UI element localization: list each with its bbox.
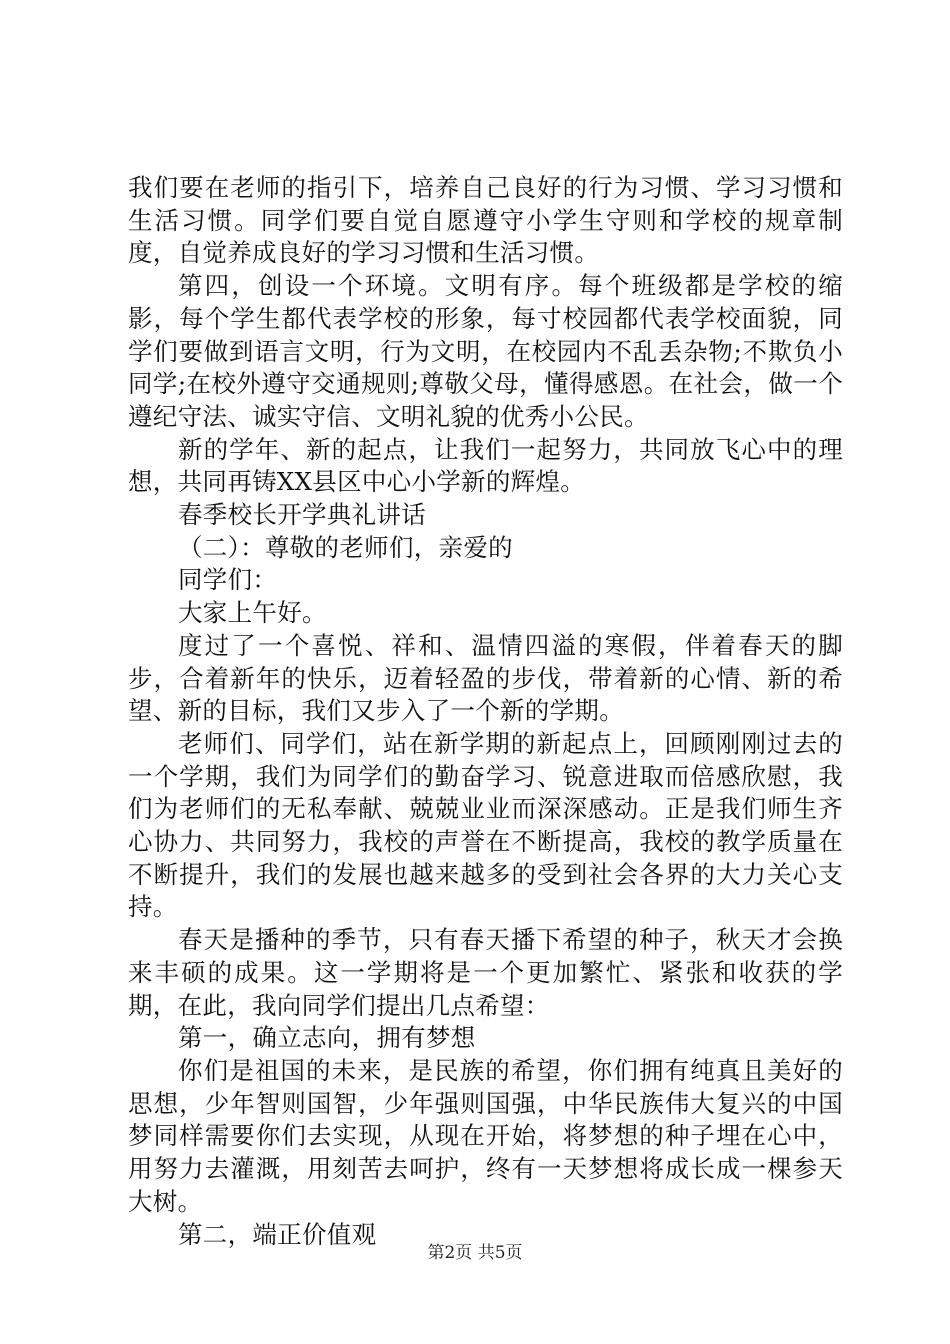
paragraph-9: 老师们、同学们，站在新学期的新起点上，回顾刚刚过去的一个学期，我们为同学们的勤奋学习、锐意进取而倍感欣慰，我们为老师们的无私奉献、兢兢业业而深深感动。正是我们师生齐心协力、共同努力，我校的声誉在不断提高，我校的教学质量在不断提升，我们的发展也越来越多的受到社会各界的大力关心支持。	[128, 728, 843, 922]
paragraph-1: 我们要在老师的指引下，培养自己良好的行为习惯、学习习惯和生活习惯。同学们要自觉自愿遵守小学生守则和学校的规章制度，自觉养成良好的学习习惯和生活习惯。	[128, 173, 843, 268]
point-one-heading: 第一，确立志向，拥有梦想	[178, 1023, 476, 1053]
paragraph-8: 度过了一个喜悦、祥和、温情四溢的寒假，伴着春天的脚步，合着新年的快乐，迈着轻盈的步伐，带着新的心情、新的希望、新的目标，我们又步入了一个新的学期。	[128, 630, 843, 726]
paragraph-12: 你们是祖国的未来，是民族的希望，你们拥有纯真且美好的思想，少年智则国智，少年强则国强，中华民族伟大复兴的中国梦同样需要你们去实现，从现在开始，将梦想的种子埋在心中，用努力去灌溉，用刻苦去呵护，终有一天梦想将成长成一棵参天大树。	[128, 1055, 843, 1216]
point-two-heading: 第二，端正价值观	[178, 1219, 377, 1249]
section-title: 春季校长开学典礼讲话	[178, 500, 426, 530]
paragraph-10: 春天是播种的季节，只有春天播下希望的种子，秋天才会换来丰硕的成果。这一学期将是一个更加繁忙、紧张和收获的学期，在此，我向同学们提出几点希望：	[128, 925, 843, 1020]
paragraph-3: 新的学年、新的起点，让我们一起努力，共同放飞心中的理想，共同再铸XX县区中心小学新的辉煌。	[128, 434, 843, 497]
document-body	[128, 172, 843, 1251]
paragraph-5: （二）：尊敬的老师们，亲爱的	[178, 532, 513, 562]
paragraph-6: 同学们：	[178, 565, 278, 595]
page-number-footer: 第2页 共5页	[427, 1243, 523, 1263]
greeting: 大家上午好。	[178, 598, 327, 628]
paragraph-2: 第四，创设一个环境。文明有序。每个班级都是学校的缩影，每个学生都代表学校的形象，每寸校园都代表学校面貌，同学们要做到语言文明，行为文明，在校园内不乱丢杂物;不欺负小同学;在校外遵守交通规则;尊敬父母，懂得感恩。在社会，做一个遵纪守法、诚实守信、文明礼貌的优秀小公民。	[128, 271, 843, 431]
